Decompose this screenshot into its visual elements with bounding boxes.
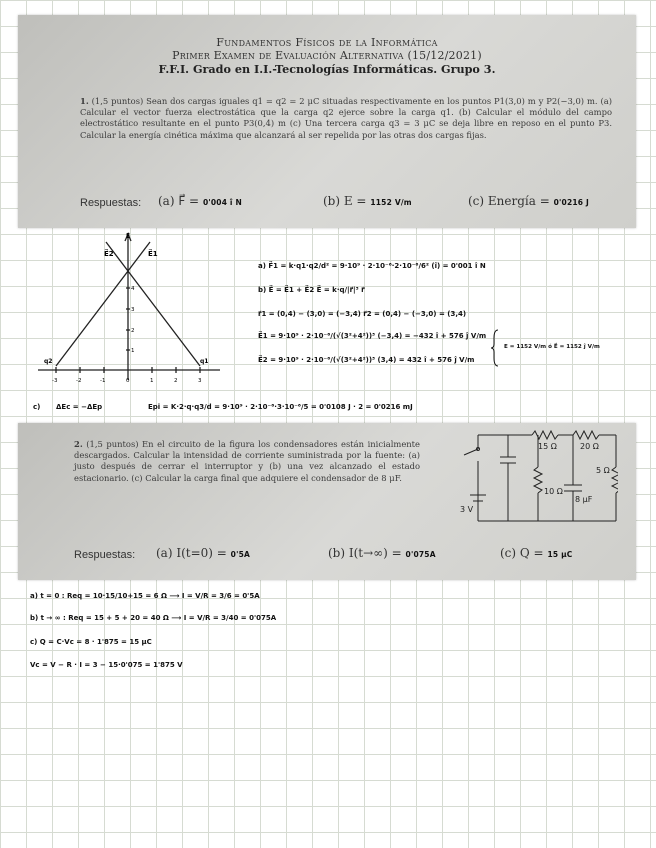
work2-line-c: c) Q = C·Vc = 8 · 1'875 = 15 μC: [30, 638, 152, 646]
work2-line-a: a) t = 0 : Req = 10·15/10+15 = 6 Ω ⟶ I = V/R = 3/6 = 0'5A: [30, 592, 260, 600]
answer-1b: [323, 194, 412, 208]
question-1-answers-label: [80, 195, 141, 209]
answer-1c-label: (c) Energía =: [468, 194, 550, 208]
field-line-e1: [106, 242, 200, 366]
group-title: F.F.I. Grado en I.I.-Tecnologías Informáticas. Grupo 3.: [158, 62, 496, 76]
answer-1a: [158, 194, 242, 208]
q1-label: q1: [200, 358, 209, 365]
r5-label: 5 Ω: [596, 466, 610, 475]
x-tick-label: -3: [52, 378, 58, 384]
r15-label: 15 Ω: [538, 442, 557, 451]
answer-1b-value: 1152 V/m: [370, 198, 412, 207]
question-1-statement: (1,5 puntos) Sean dos cargas iguales q1 = q2 = 2 μC situadas respectivamente en los puntos P1(3,0) m y P2(−3,0) m. (a) Calcular el vector fuerza electrostática que la carga q2 ejerce sobre la carga q1. (b) Calcular el módulo del campo electrostático resultante en el punto P3(0,4) m (c) Una tercera carga q3 = 3 μC se deja libre en reposo en el punto P3. Calcular la energía cinética máxima que alcanzará al ser repelida por las otras dos cargas fijas.: [80, 96, 612, 140]
q2-label: q2: [44, 358, 53, 365]
y-tick-label: 4: [131, 286, 135, 292]
answer-2a-label: (a) I(t=0) =: [156, 546, 227, 560]
resistor-10: [534, 467, 542, 493]
resistor-15: [532, 431, 558, 439]
y-tick-label: 3: [131, 307, 135, 313]
answer-1c-value: 0'0216 J: [553, 198, 589, 207]
y-tick-label: 2: [131, 328, 135, 334]
answers-label: Respuestas:: [80, 197, 142, 209]
answer-1c: [468, 194, 589, 208]
question-2-text: [74, 439, 420, 484]
question-2-photo: [18, 423, 636, 580]
answer-2c-value: 15 μC: [547, 550, 573, 559]
work1-e-total: E = 1152 V/m ó E⃗ = 1152 ĵ V/m: [504, 344, 600, 350]
answer-2c-label: (c) Q =: [500, 546, 544, 560]
e-label: E⃗: [126, 233, 131, 240]
x-tick-label: 0: [126, 378, 130, 384]
answer-2b: [328, 546, 436, 560]
work1-line-e1: E⃗1 = 9·10⁹ · 2·10⁻⁶/(√(3²+4²))³ (−3,4) = −432 î + 576 ĵ V/m: [258, 332, 487, 340]
answer-1b-label: (b) E =: [323, 194, 367, 208]
question-1-number: 1.: [80, 96, 89, 106]
work1-line-c-label: c): [33, 403, 41, 411]
work2-line-b: b) t → ∞ : Req = 15 + 5 + 20 = 40 Ω ⟶ I = V/R = 3/40 = 0'075A: [30, 614, 277, 622]
cap-label: 8 μF: [575, 495, 593, 504]
answer-1a-value: 0'004 î N: [202, 198, 242, 207]
answer-2b-label: (b) I(t→∞) =: [328, 546, 402, 560]
answer-1a-label: (a) F⃗ =: [158, 194, 200, 208]
work1-line-r: r⃗1 = (0,4) − (3,0) = (−3,4) r⃗2 = (0,4) − (−3,0) = (3,4): [258, 310, 467, 318]
question-1-text: [80, 96, 612, 141]
source-label: 3 V: [460, 505, 474, 514]
work1-line-a: a) F⃗1 = k·q1·q2/d² = 9·10⁹ · 2·10⁻⁶·2·10⁻⁶/6² (î) = 0'001 î N: [258, 262, 486, 270]
resistor-20: [573, 431, 599, 439]
brace-icon: [491, 328, 501, 368]
circuit-diagram: [438, 427, 618, 527]
work1-line-e2: E⃗2 = 9·10⁹ · 2·10⁻⁶/(√(3²+4²))³ (3,4) = 432 î + 576 ĵ V/m: [258, 356, 475, 364]
exam-title: Primer Examen de Evaluación Alternativa (15/12/2021): [172, 49, 482, 62]
work1-line-b: b) E⃗ = E⃗1 + E⃗2 E⃗ = k·q/|r⃗|³ r⃗: [258, 286, 365, 294]
r10-label: 10 Ω: [544, 487, 563, 496]
answer-2c: [500, 546, 573, 560]
work2-line-vc: Vc = V − R · I = 3 − 15·0'075 = 1'875 V: [30, 661, 183, 669]
work1-line-c: Epi = K·2·q·q3/d = 9·10⁹ · 2·10⁻⁶·3·10⁻⁶/5 = 0'0108 J · 2 = 0'0216 mJ: [148, 403, 413, 411]
x-tick-label: 2: [174, 378, 178, 384]
r20-label: 20 Ω: [580, 442, 599, 451]
question-2-answers-label: [74, 547, 135, 561]
answer-2a-value: 0'5A: [230, 550, 250, 559]
answer-2a: [156, 546, 250, 560]
x-tick-label: 1: [150, 378, 154, 384]
answers-label: Respuestas:: [74, 549, 136, 561]
work1-line-c-left: ΔEc = −ΔEp: [56, 403, 103, 411]
field-diagram: [30, 230, 230, 390]
switch-icon: [464, 449, 478, 455]
e2-label: E⃗2: [104, 250, 114, 258]
question-1-photo: [18, 15, 636, 228]
e1-label: E⃗1: [148, 250, 158, 258]
exam-header: [18, 36, 636, 76]
y-tick-label: 1: [131, 348, 135, 354]
x-tick-label: -1: [100, 378, 106, 384]
x-tick-label: 3: [198, 378, 202, 384]
question-2-statement: (1,5 puntos) En el circuito de la figura los condensadores están inicialmente descargados. Calcular la intensidad de corriente suministrada por la fuente: (a) justo después de cerrar el interruptor y (b) una vez alcanzado el estado estacionario. (c) Calcular la carga final que adquiere el condensador de 8 μF.: [74, 439, 420, 483]
course-title: Fundamentos Físicos de la Informática: [216, 36, 438, 49]
field-line-e2: [56, 242, 150, 366]
resistor-5: [612, 467, 618, 493]
answer-2b-value: 0'075A: [405, 550, 436, 559]
question-2-number: 2.: [74, 439, 83, 449]
x-tick-label: -2: [76, 378, 82, 384]
